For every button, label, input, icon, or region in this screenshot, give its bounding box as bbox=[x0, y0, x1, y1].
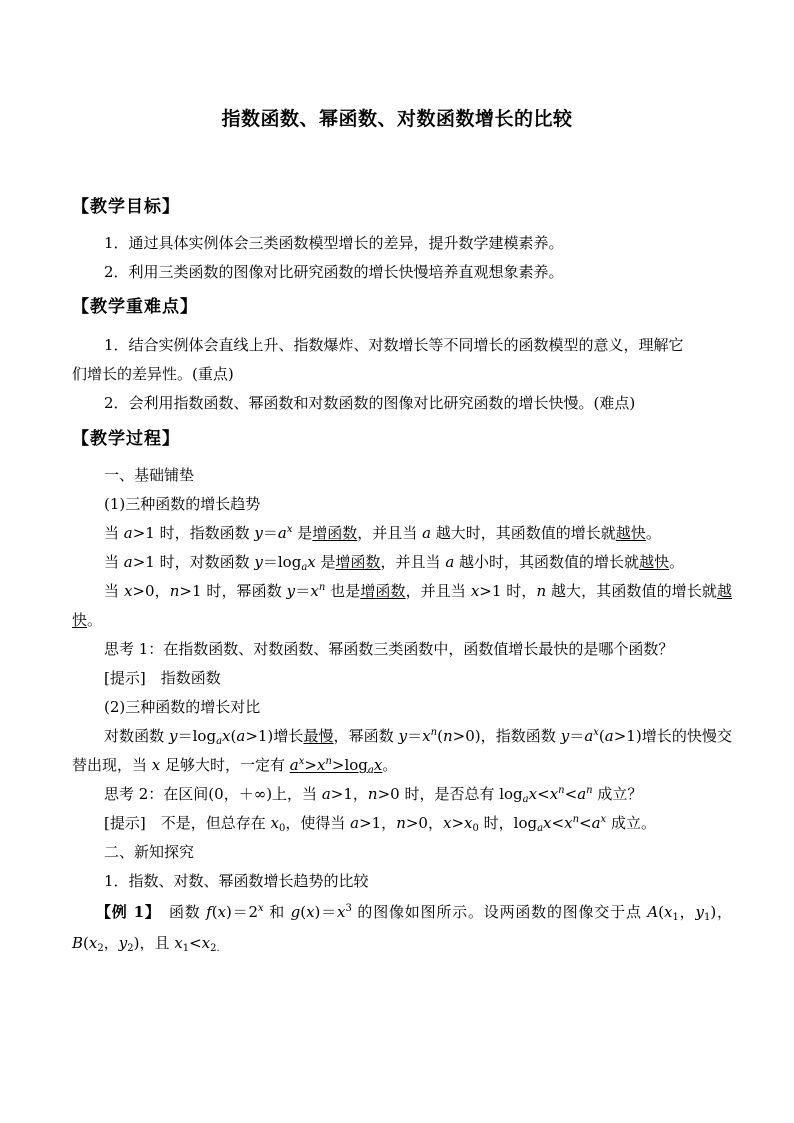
key-point-1-line-1: 1．结合实例体会直线上升、指数爆炸、对数增长等不同增长的函数模型的意义，理解它 bbox=[104, 336, 684, 354]
hint-1: [提示] 指数函数 bbox=[104, 669, 221, 687]
section-2-title: 二、新知探究 bbox=[104, 843, 195, 861]
heading-key-points: 【教学重难点】 bbox=[72, 297, 198, 317]
think-question-1: 思考 1：在指数函数、对数函数、幂函数三类函数中，函数值增长最快的是哪个函数？ bbox=[104, 640, 674, 658]
exp-growth-statement: 当 a>1 时，指数函数 $y=a^x$ 是增函数，并且当 a 越大时，其函数值的增长就越快。 bbox=[104, 524, 661, 542]
key-point-1-line-2: 们增长的差异性。(重点) bbox=[72, 365, 234, 383]
subsection-1-title: (1)三种函数的增长趋势 bbox=[104, 495, 261, 513]
think-question-2: 思考 2：在区间(0，＋∞)上，当 a>1，n>0 时，是否总有 $\log_ax<x^n<a^n$ 成立？ bbox=[104, 785, 643, 805]
subsection-2-title: (2)三种函数的增长对比 bbox=[104, 698, 261, 716]
goal-item-2: 2．利用三类函数的图像对比研究函数的增长快慢培养直观想象素养。 bbox=[104, 263, 564, 281]
growth-comparison-line-1: 对数函数 $y=\log_ax(a>1)$增长最慢，幂函数 $y=x^n(n>0)$，指数函数 $y=a^x(a>1)$增长的快慢交 bbox=[104, 727, 732, 747]
power-growth-statement-line-1: 当 x>0，n>1 时，幂函数 $y=x^n$ 也是增函数，并且当 x>1 时，n 越大，其函数值的增长就越 bbox=[104, 582, 732, 600]
heading-teaching-goals: 【教学目标】 bbox=[72, 197, 180, 217]
growth-comparison-line-2: 替出现，当 x 足够大时，一定有 $a^x>x^n>\log_ax$。 bbox=[72, 756, 398, 776]
power-growth-statement-line-2: 快。 bbox=[72, 611, 103, 629]
section-1-title: 一、基础铺垫 bbox=[104, 466, 195, 484]
hint-2: [提示] 不是，但总存在 $x_0$，使得当 a>1，n>0，$x>x_0$ 时，$\log_ax<x^n<a^x$ 成立。 bbox=[104, 814, 656, 834]
example-1-line-1: 【例 1】 函数 $f(x)=2^x$ 和 $g(x)=x^3$ 的图像如图所示。设两函数的图像交于点 $A(x_1$，$y_1$)， bbox=[96, 903, 732, 923]
heading-teaching-process: 【教学过程】 bbox=[72, 429, 180, 449]
example-1-line-2: $B(x_2$，$y_2$)，且 $x_1<x_{2.}$ bbox=[72, 934, 220, 954]
key-point-2: 2．会利用指数函数、幂函数和对数函数的图像对比研究函数的增长快慢。(难点) bbox=[104, 394, 636, 412]
goal-item-1: 1．通过具体实例体会三类函数模型增长的差异，提升数学建模素养。 bbox=[104, 234, 564, 252]
topic-1-title: 1．指数、对数、幂函数增长趋势的比较 bbox=[104, 872, 369, 890]
page-title: 指数函数、幂函数、对数函数增长的比较 bbox=[221, 108, 573, 130]
log-growth-statement: 当 a>1 时，对数函数 $y=\log_ax$ 是增函数，并且当 a 越小时，其函数值的增长就越快。 bbox=[104, 553, 685, 573]
